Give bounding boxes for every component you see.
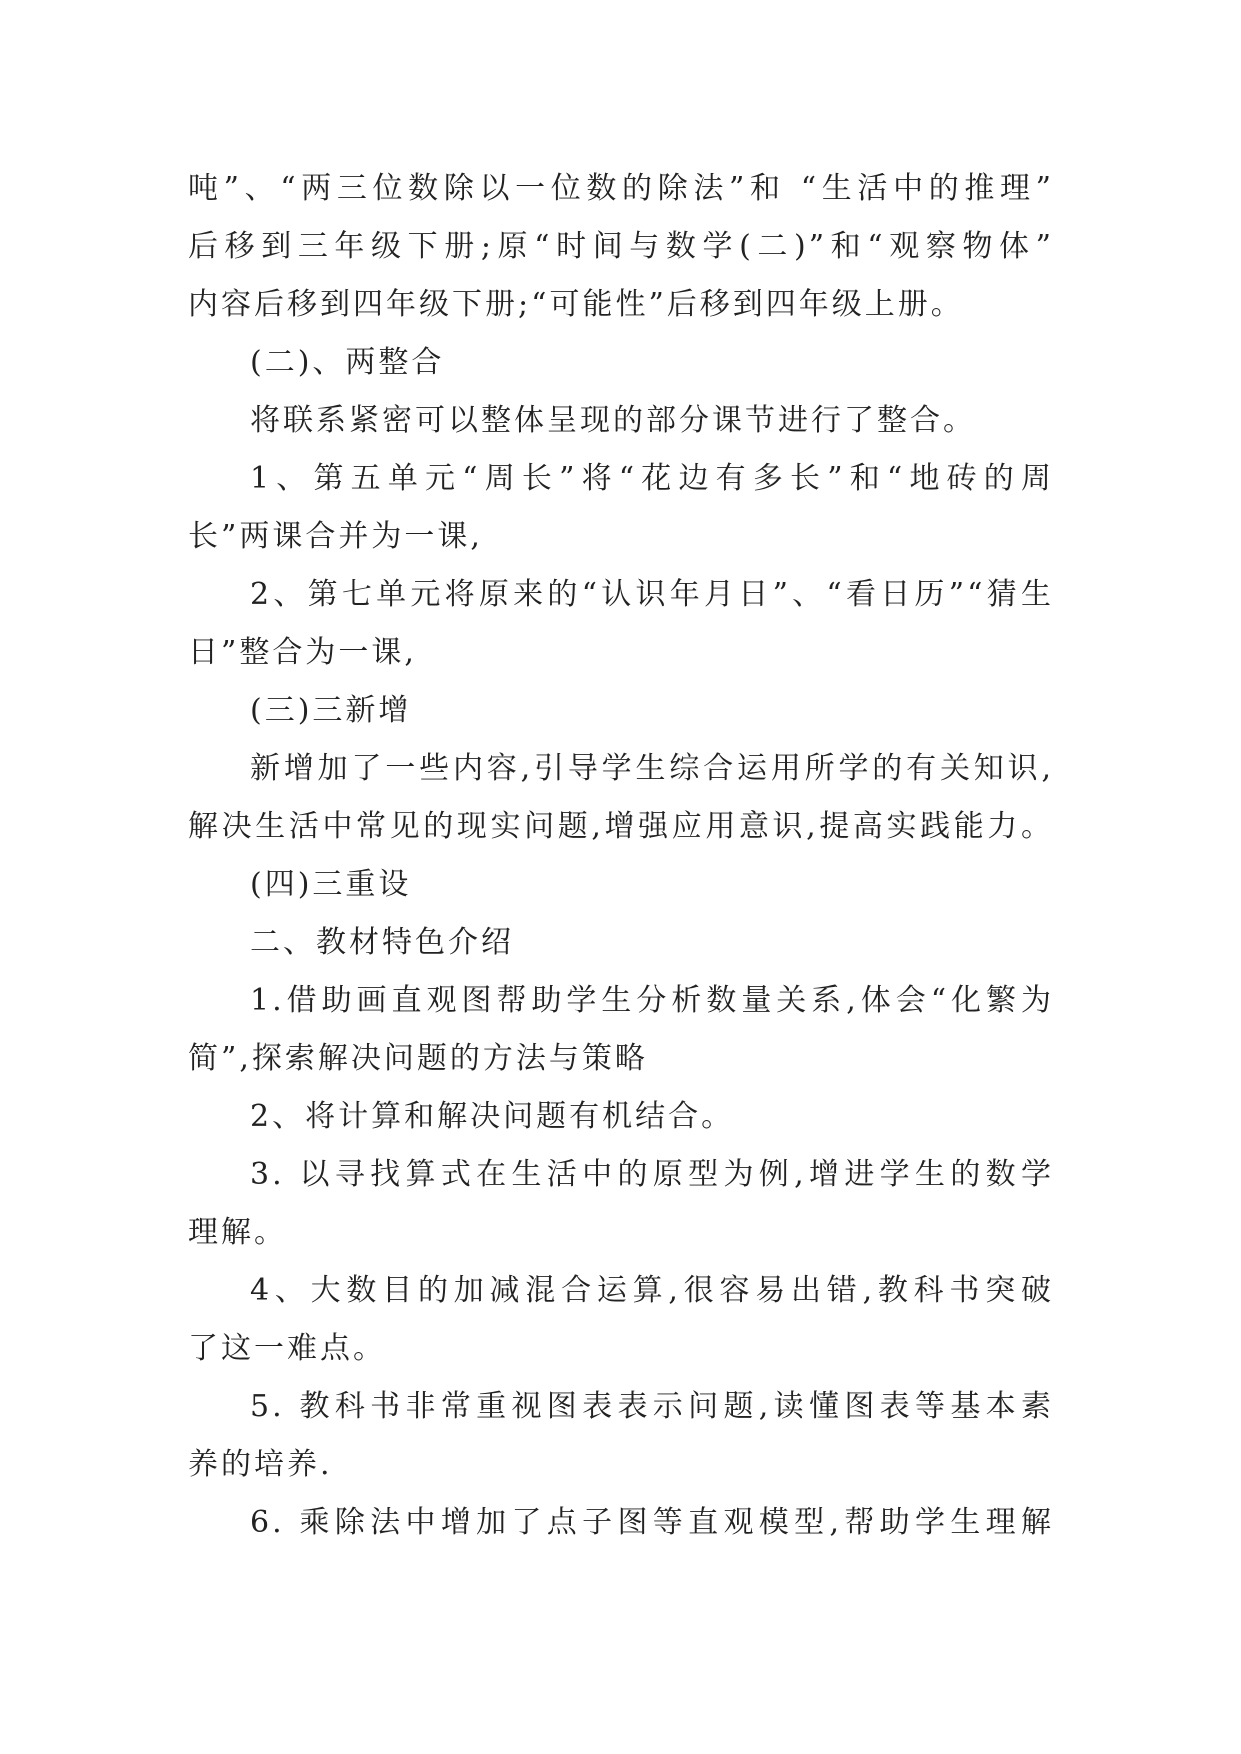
text-line: 2、第七单元将原来的“认识年月日”、“看日历”“猜生: [250, 577, 1054, 612]
text-line: 理解。: [188, 1215, 287, 1250]
text-line: 6. 乘除法中增加了点子图等直观模型,帮助学生理解: [250, 1505, 1054, 1540]
text-line: 1.借助画直观图帮助学生分析数量关系,体会“化繁为: [250, 983, 1054, 1018]
section-heading: (二)、两整合: [250, 345, 445, 380]
document-body: [188, 160, 1054, 1552]
text-line: 1、第五单元“周长”将“花边有多长”和“地砖的周: [250, 461, 1054, 496]
text-line: 解决生活中常见的现实问题,增强应用意识,提高实践能力。: [188, 809, 1054, 844]
text-line: 吨”、“两三位数除以一位数的除法”和 “生活中的推理”: [188, 171, 1054, 206]
section-heading: 二、教材特色介绍: [250, 925, 514, 960]
text-line: 长”两课合并为一课,: [188, 519, 483, 554]
text-line: 了这一难点。: [188, 1331, 386, 1366]
text-line: 日”整合为一课,: [188, 635, 417, 670]
text-line: 新增加了一些内容,引导学生综合运用所学的有关知识,: [250, 751, 1054, 786]
text-line: 3. 以寻找算式在生活中的原型为例,增进学生的数学: [250, 1157, 1054, 1192]
text-line: 2、将计算和解决问题有机结合。: [250, 1099, 735, 1134]
text-line: 养的培养.: [188, 1447, 333, 1482]
text-line: 简”,探索解决问题的方法与策略: [188, 1041, 648, 1076]
section-heading: (三)三新增: [250, 693, 412, 728]
text-line: 后移到三年级下册;原“时间与数学(二)”和“观察物体”: [188, 229, 1054, 264]
section-heading: (四)三重设: [250, 867, 412, 902]
text-line: 将联系紧密可以整体呈现的部分课节进行了整合。: [250, 403, 976, 438]
text-line: 5. 教科书非常重视图表表示问题,读懂图表等基本素: [250, 1389, 1054, 1424]
text-line: 4、大数目的加减混合运算,很容易出错,教科书突破: [250, 1273, 1054, 1308]
text-line: 内容后移到四年级下册;“可能性”后移到四年级上册。: [188, 287, 964, 322]
